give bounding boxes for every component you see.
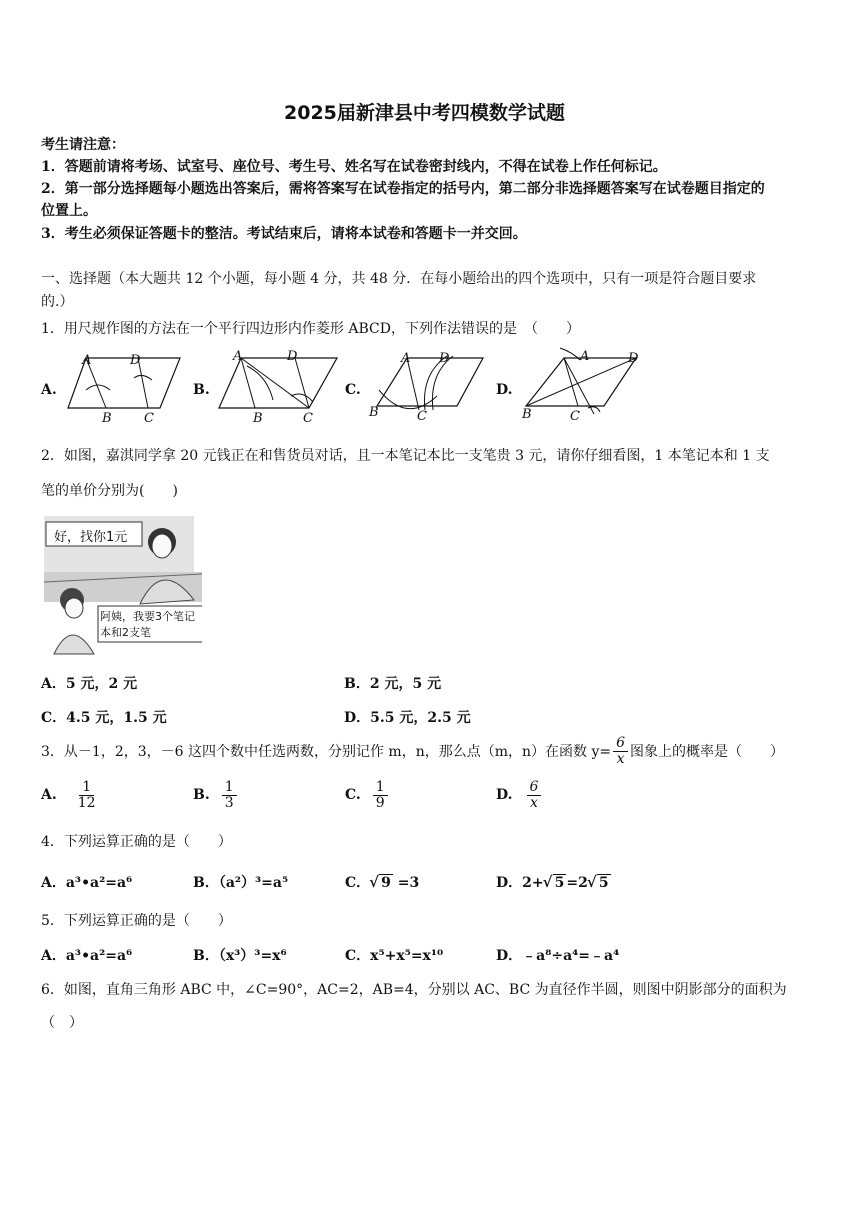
q4-c-radicand: 9 [381, 875, 391, 891]
q3-frac-den: x [616, 750, 625, 767]
q5-option-b: B．（x³）³=x⁶ [193, 948, 287, 964]
label-a: A [233, 349, 243, 364]
question-6: 6．如图，直角三角形 ABC 中，∠C=90°，AC=2，AB=4，分别以 AC、BC 为直径作半圆，则图中阴影部分的面积为 [41, 982, 787, 998]
sqrt-symbol [588, 875, 611, 891]
label-a: A [401, 351, 411, 366]
label-a: A [82, 353, 92, 368]
sqrt-symbol [370, 875, 393, 891]
q4-option-d [496, 872, 611, 892]
q4-d-radicand-1: 5 [554, 875, 565, 891]
page-title: 2025届新津县中考四模数学试题 [284, 102, 565, 124]
notice-item: 2．第一部分选择题每小题选出答案后，需将答案写在试卷指定的括号内，第二部分非选择题答案写在试卷题目指定的 [41, 181, 765, 197]
q5-option-d: D．﹣a⁸÷a⁴=﹣a⁴ [496, 948, 620, 964]
notice-heading: 考生请注意： [41, 137, 125, 153]
q5-option-c: C．x⁵+x⁵=x¹⁰ [345, 948, 444, 964]
section-heading: 一、选择题（本大题共 12 个小题，每小题 4 分，共 48 分．在每小题给出的四个选项中，只有一项是符合题目要求 [41, 271, 757, 287]
q3-option-den: 9 [375, 794, 385, 811]
q2-option-d: D．5.5 元，2.5 元 [344, 710, 471, 726]
question-1: 1．用尺规作图的方法在一个平行四边形内作菱形 ABCD，下列作法错误的是 （ ） [41, 321, 580, 337]
question-5: 5．下列运算正确的是（ ） [41, 913, 232, 929]
q3-option-den: 12 [77, 794, 96, 811]
q3-option-num: 6 [527, 780, 542, 796]
question-2-cont: 笔的单价分别为( ) [41, 483, 178, 499]
q4-c-rest: =3 [397, 875, 420, 891]
q4-option-b: B．（a²）³=a⁵ [193, 875, 289, 891]
q3-option-num: 1 [222, 780, 237, 796]
q3-option-num: 1 [373, 780, 388, 796]
q3-option-b [193, 780, 239, 810]
q3-function-fraction [613, 736, 628, 766]
q3-option-num: 1 [79, 780, 94, 796]
q2-option-c: C．4.5 元，1.5 元 [41, 710, 167, 726]
speech-bubble-clerk: 好，找你1元 [54, 530, 128, 545]
q3-option-label: B. [193, 787, 210, 804]
q3-text-b: 图象上的概率是（ ） [630, 744, 785, 761]
q1-figure-c [367, 350, 497, 430]
q1-option-b-label: B. [193, 382, 210, 398]
q3-option-a [41, 780, 101, 810]
q3-option-fraction [222, 780, 237, 810]
q1-option-d-label: D. [496, 382, 513, 398]
label-d: D [628, 351, 639, 366]
label-d: D [287, 349, 298, 364]
q3-option-fraction [75, 780, 99, 810]
q4-option-c [345, 872, 419, 892]
q2-option-a: A．5 元，2 元 [41, 676, 138, 692]
q3-option-fraction [373, 780, 388, 810]
q4-c-label: C． [345, 875, 371, 891]
label-a: A [580, 349, 590, 364]
label-b: B [253, 411, 263, 426]
label-b: B [102, 411, 112, 426]
q3-option-den: x [530, 794, 538, 811]
q2-option-b: B．2 元，5 元 [344, 676, 442, 692]
label-c: C [144, 411, 154, 426]
q5-option-a: A．a³•a²=a⁶ [41, 948, 133, 964]
q3-option-c [345, 780, 390, 810]
q3-option-den: 3 [224, 794, 234, 811]
q3-option-fraction [527, 780, 542, 810]
notice-item: 1．答题前请将考场、试室号、座位号、考生号、姓名写在试卷密封线内，不得在试卷上作任何标记。 [41, 159, 667, 175]
q1-option-a-label: A. [41, 382, 57, 398]
label-c: C [570, 409, 580, 424]
q4-d-radicand-2: 5 [598, 875, 609, 891]
question-4: 4．下列运算正确的是（ ） [41, 834, 232, 850]
label-d: D [439, 351, 450, 366]
q3-option-label: C. [345, 787, 361, 804]
speech-bubble-student-2: 本和2支笔 [100, 626, 151, 639]
label-c: C [417, 409, 427, 424]
q4-d-mid: =2 [566, 875, 588, 891]
label-b: B [522, 407, 532, 422]
sqrt-symbol [544, 875, 567, 891]
q3-option-label: D. [496, 787, 513, 804]
q3-option-label: A. [41, 787, 57, 804]
label-b: B [369, 405, 379, 420]
q3-option-d [496, 780, 543, 810]
q1-figure-a [62, 350, 192, 430]
notice-item: 3．考生必须保证答题卡的整洁。考试结束后，请将本试卷和答题卡一并交回。 [41, 226, 527, 242]
label-d: D [130, 353, 141, 368]
q4-option-a: A．a³•a²=a⁶ [41, 875, 133, 891]
question-2: 2．如图，嘉淇同学拿 20 元钱正在和售货员对话，且一本笔记本比一支笔贵 3 元，请你仔细看图，1 本笔记本和 1 支 [41, 448, 770, 464]
q2-cartoon [44, 514, 202, 656]
question-6-cont: （ ） [41, 1015, 83, 1031]
q3-frac-num: 6 [613, 736, 628, 752]
q1-option-c-label: C. [345, 382, 361, 398]
q3-text-a: 3．从－1，2，3，－6 这四个数中任选两数，分别记作 m，n，那么点（m，n）在函数 y= [41, 744, 612, 761]
q4-d-label: D．2+ [496, 875, 544, 891]
q1-figure-b [215, 348, 345, 430]
speech-bubble-student-1: 阿姨，我要3个笔记 [100, 610, 195, 623]
notice-item: 位置上。 [41, 203, 97, 219]
label-c: C [303, 411, 313, 426]
q1-figure-d [518, 346, 648, 430]
question-3 [41, 736, 784, 766]
section-heading-cont: 的.） [41, 294, 74, 310]
